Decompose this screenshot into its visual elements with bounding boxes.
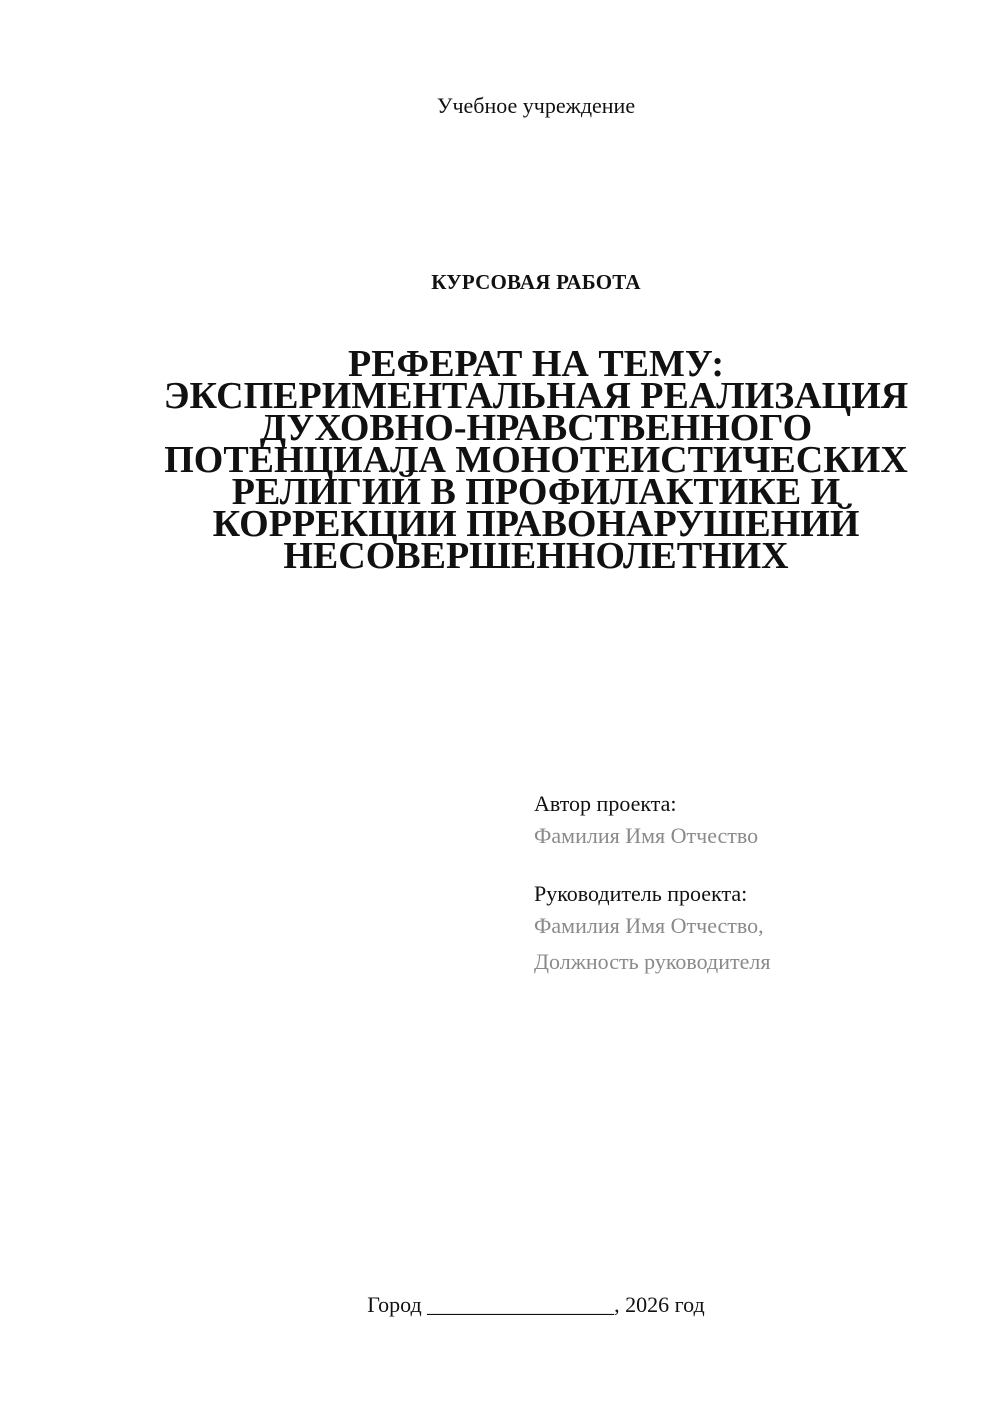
work-type-heading: КУРСОВАЯ РАБОТА [431,270,641,294]
title-line: РЕФЕРАТ НА ТЕМУ: [348,343,724,385]
title-line: ПОТЕНЦИАЛА МОНОТЕИСТИЧЕСКИХ [164,439,908,481]
document-title [120,343,952,577]
supervisor-name: Фамилия Имя Отчество, [534,913,764,938]
city-year-line: Город _________________, 2026 год [367,1292,705,1317]
title-line: НЕСОВЕРШЕННОЛЕТНИХ [283,535,789,577]
title-line: КОРРЕКЦИИ ПРАВОНАРУШЕНИЙ [212,503,860,545]
supervisor-label: Руководитель проекта: [534,881,748,906]
title-line: РЕЛИГИЙ В ПРОФИЛАКТИКЕ И [231,471,841,513]
author-label: Автор проекта: [534,791,677,816]
supervisor-position: Должность руководителя [534,949,771,974]
title-line: ЭКСПЕРИМЕНТАЛЬНАЯ РЕАЛИЗАЦИЯ [163,375,909,417]
author-name: Фамилия Имя Отчество [534,823,759,848]
project-info-block [534,790,974,980]
title-line: ДУХОВНО-НРАВСТВЕННОГО [259,407,813,449]
institution-name: Учебное учреждение [436,93,636,118]
